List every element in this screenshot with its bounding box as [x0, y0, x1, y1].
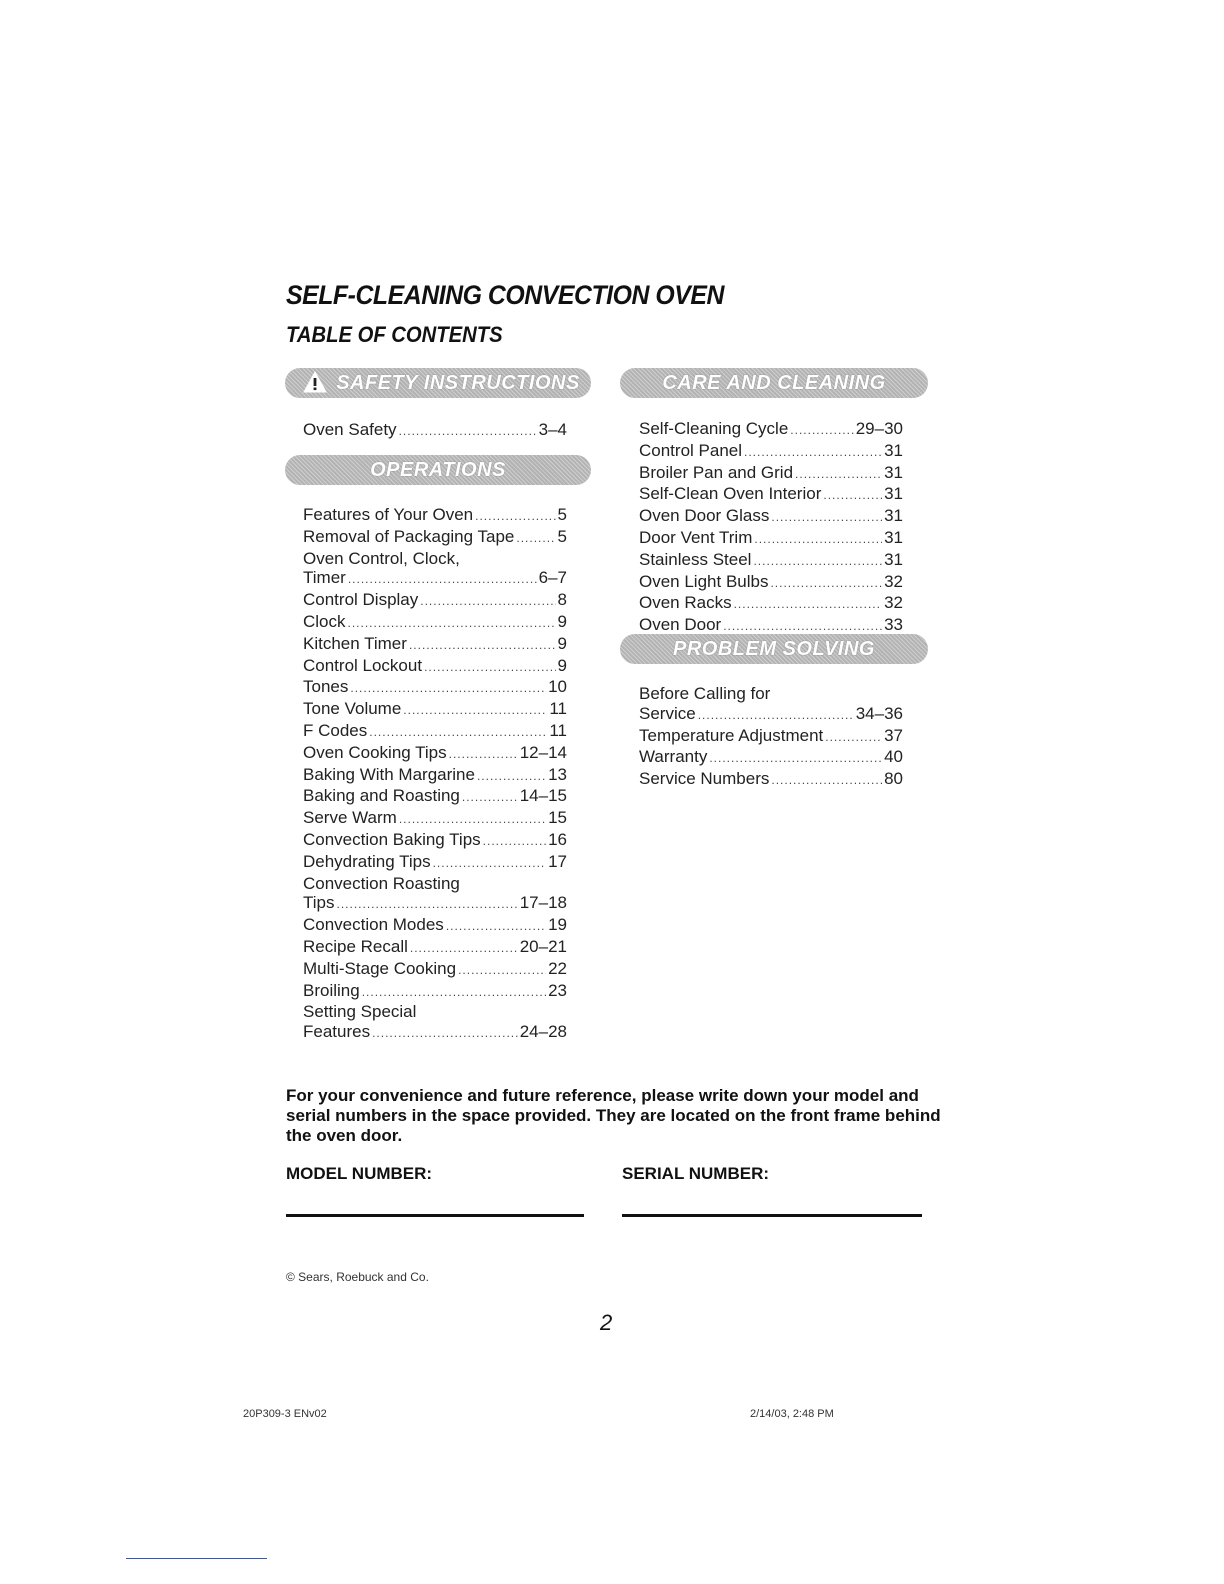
toc-entry [303, 505, 567, 527]
toc-entry [303, 721, 567, 743]
dot-leader [734, 595, 882, 615]
dot-leader [424, 658, 555, 678]
toc-entry-page: 24–28 [519, 1022, 567, 1042]
toc-entry-label: Oven Safety [303, 420, 397, 439]
toc-entry-page: 11 [549, 699, 567, 719]
dot-leader [477, 767, 546, 787]
toc-entry [303, 830, 567, 852]
toc-entry-page: 13 [548, 764, 567, 784]
toc-entry-page: 31 [884, 462, 903, 482]
toc-entry-page: 31 [884, 527, 903, 547]
toc-entry-label: Door Vent Trim [639, 527, 753, 547]
dot-leader [823, 486, 882, 506]
dot-leader [516, 529, 555, 549]
toc-entry-label: Convection Baking Tips [303, 829, 481, 849]
dot-leader [744, 443, 882, 463]
dot-leader [753, 552, 882, 572]
toc-entry [639, 550, 903, 572]
dot-leader [433, 854, 547, 874]
toc-entry [639, 593, 903, 615]
toc-entry-page: 32 [884, 571, 903, 591]
toc-entry [639, 506, 903, 528]
toc-entry-page: 31 [884, 506, 903, 526]
toc-entry-page: 12–14 [519, 742, 567, 762]
dot-leader [362, 983, 546, 1003]
dot-leader [369, 723, 547, 743]
toc-entry-page: 16 [548, 829, 567, 849]
toc-entry-label: Before Calling for [639, 684, 771, 703]
dot-leader [709, 749, 882, 769]
toc-list-problem [639, 684, 903, 791]
toc-entry-label: Oven Control, Clock, [303, 548, 460, 568]
toc-entry-label: Control Display [303, 590, 419, 610]
model-number-label: MODEL NUMBER: [286, 1164, 433, 1183]
toc-entry-label: Tips [303, 893, 335, 913]
toc-entry-label: Baking and Roasting [303, 786, 460, 806]
toc-entry-page: 20–21 [519, 936, 567, 956]
toc-entry [303, 915, 567, 937]
toc-entry-label: F Codes [303, 720, 368, 740]
dot-leader [754, 530, 882, 550]
toc-entry [303, 808, 567, 830]
toc-entry [639, 419, 903, 441]
toc-entry [303, 765, 567, 787]
toc-entry-label: Self-Clean Oven Interior [639, 484, 822, 504]
toc-entry-label: Tone Volume [303, 699, 402, 719]
toc-entry-label: Dehydrating Tips [303, 851, 431, 871]
toc-entry-label: Setting Special [303, 1002, 417, 1022]
dot-leader [410, 939, 518, 959]
document-code: 20P309-3 ENv02 [243, 1408, 327, 1420]
toc-entry-page: 5 [557, 505, 567, 524]
toc-entry-label: Oven Door Glass [639, 506, 770, 526]
registration-note: For your convenience and future reference, please write down your model and serial numbers in the space provided. They are located on the front frame behind the oven door. [286, 1086, 941, 1145]
warning-triangle-icon [303, 370, 327, 394]
toc-entry-label: Control Lockout [303, 655, 423, 675]
dot-leader [825, 728, 882, 748]
toc-entry-page: 23 [548, 980, 567, 1000]
toc-entry-label: Service [639, 703, 696, 723]
toc-entry-label: Clock [303, 611, 346, 631]
toc-heading: TABLE OF CONTENTS [286, 322, 503, 347]
toc-entry [639, 572, 903, 594]
toc-entry-page: 80 [884, 769, 903, 789]
toc-entry [639, 747, 903, 769]
document-title: SELF-CLEANING CONVECTION OVEN [286, 280, 724, 310]
toc-entry-label: Oven Cooking Tips [303, 742, 447, 762]
toc-entry-label: Timer [303, 568, 346, 588]
toc-entry-page: 40 [884, 747, 903, 767]
toc-entry-page: 14–15 [519, 786, 567, 806]
serial-number-line [622, 1214, 922, 1217]
section-header-problem [620, 634, 928, 664]
section-header-safety [285, 368, 591, 398]
dot-leader [403, 701, 547, 721]
toc-entry-page: 32 [884, 593, 903, 613]
dot-leader [770, 574, 882, 594]
model-number-line [286, 1214, 584, 1217]
dot-leader [399, 810, 546, 830]
section-label-safety: SAFETY INSTRUCTIONS [336, 371, 580, 394]
toc-entry-label: Recipe Recall [303, 936, 408, 956]
toc-entry [303, 981, 567, 1003]
toc-entry [639, 726, 903, 748]
toc-entry-label: Kitchen Timer [303, 633, 407, 653]
toc-entry [639, 528, 903, 550]
print-timestamp: 2/14/03, 2:48 PM [750, 1408, 834, 1420]
toc-entry [303, 852, 567, 874]
toc-entry-page: 17–18 [519, 893, 567, 913]
section-label-problem: PROBLEM SOLVING [673, 637, 875, 660]
dot-leader [790, 421, 853, 441]
toc-entry-page: 15 [548, 808, 567, 828]
toc-entry [639, 441, 903, 463]
toc-entry-label: Serve Warm [303, 808, 397, 828]
toc-entry-label: Convection Roasting [303, 873, 460, 893]
toc-entry-label: Baking With Margarine [303, 764, 475, 784]
toc-entry [639, 704, 903, 726]
toc-entry-page: 31 [884, 484, 903, 504]
toc-entry [303, 590, 567, 612]
page-number: 2 [600, 1310, 613, 1335]
toc-entry [303, 677, 567, 699]
toc-entry-page: 3–4 [538, 420, 567, 439]
toc-entry [303, 634, 567, 656]
dot-leader [348, 570, 537, 590]
dot-leader [348, 614, 556, 634]
toc-entry-page: 10 [548, 677, 567, 697]
section-label-care: CARE AND CLEANING [662, 371, 886, 394]
toc-entry-label: Oven Door [639, 615, 722, 635]
toc-entry [639, 484, 903, 506]
dot-leader [795, 465, 882, 485]
toc-entry [303, 959, 567, 981]
toc-entry [303, 743, 567, 765]
toc-entry-label: Temperature Adjustment [639, 725, 824, 745]
toc-entry-page: 8 [557, 590, 567, 610]
toc-entry-label: Oven Racks [639, 593, 732, 613]
dot-leader [698, 706, 854, 726]
toc-entry [639, 615, 903, 637]
toc-list-care [639, 419, 903, 637]
dot-leader [462, 788, 518, 808]
dot-leader [475, 507, 555, 527]
toc-entry-page: 19 [548, 915, 567, 935]
dot-leader [372, 1024, 518, 1044]
toc-entry [303, 527, 567, 549]
toc-entry-label: Self-Cleaning Cycle [639, 419, 789, 438]
toc-entry [303, 699, 567, 721]
toc-entry-page: 9 [557, 611, 567, 631]
toc-entry [303, 786, 567, 808]
toc-list-operations [303, 505, 567, 1044]
dot-leader [337, 895, 518, 915]
toc-entry-label: Control Panel [639, 440, 743, 460]
toc-entry [303, 420, 567, 442]
toc-entry-page: 5 [557, 526, 567, 546]
toc-entry-page: 37 [884, 725, 903, 745]
toc-entry-page: 22 [548, 958, 567, 978]
dot-leader [449, 745, 518, 765]
toc-list-safety [303, 420, 567, 442]
toc-entry-label: Broiling [303, 980, 360, 1000]
toc-entry-label: Service Numbers [639, 769, 770, 789]
toc-entry-page: 33 [884, 615, 903, 635]
dot-leader [458, 961, 546, 981]
toc-entry [639, 769, 903, 791]
divider-line [126, 1558, 267, 1559]
toc-entry [303, 568, 567, 590]
section-header-operations [285, 455, 591, 485]
toc-entry-label: Stainless Steel [639, 549, 752, 569]
dot-leader [446, 917, 546, 937]
toc-entry-page: 31 [884, 549, 903, 569]
toc-entry-page: 6–7 [538, 568, 567, 588]
serial-number-label: SERIAL NUMBER: [622, 1164, 770, 1183]
copyright-notice: © Sears, Roebuck and Co. [286, 1270, 429, 1284]
toc-entry-page: 17 [548, 851, 567, 871]
toc-entry-label: Convection Modes [303, 915, 444, 935]
toc-entry-page: 29–30 [855, 419, 903, 438]
toc-entry-label: Removal of Packaging Tape [303, 526, 515, 546]
dot-leader [723, 617, 882, 637]
toc-entry [639, 463, 903, 485]
dot-leader [771, 771, 882, 791]
dot-leader [420, 592, 555, 612]
toc-entry-label: Features [303, 1022, 371, 1042]
toc-entry-page: 9 [557, 655, 567, 675]
toc-entry-label: Broiler Pan and Grid [639, 462, 794, 482]
toc-entry-label: Features of Your Oven [303, 505, 474, 524]
toc-entry-label: Multi-Stage Cooking [303, 958, 457, 978]
toc-entry [303, 1022, 567, 1044]
toc-entry [303, 893, 567, 915]
dot-leader [399, 422, 537, 442]
dot-leader [350, 679, 546, 699]
toc-entry [303, 656, 567, 678]
dot-leader [409, 636, 556, 656]
toc-entry-page: 11 [549, 720, 567, 740]
dot-leader [483, 832, 546, 852]
toc-entry [303, 612, 567, 634]
toc-entry-page: 34–36 [855, 703, 903, 723]
section-label-operations: OPERATIONS [370, 458, 506, 481]
section-header-care [620, 368, 928, 398]
dot-leader [771, 508, 882, 528]
toc-entry-label: Tones [303, 677, 349, 697]
toc-entry-label: Warranty [639, 747, 708, 767]
toc-entry-page: 9 [557, 633, 567, 653]
toc-entry-page: 31 [884, 440, 903, 460]
toc-entry [303, 937, 567, 959]
toc-entry-label: Oven Light Bulbs [639, 571, 769, 591]
